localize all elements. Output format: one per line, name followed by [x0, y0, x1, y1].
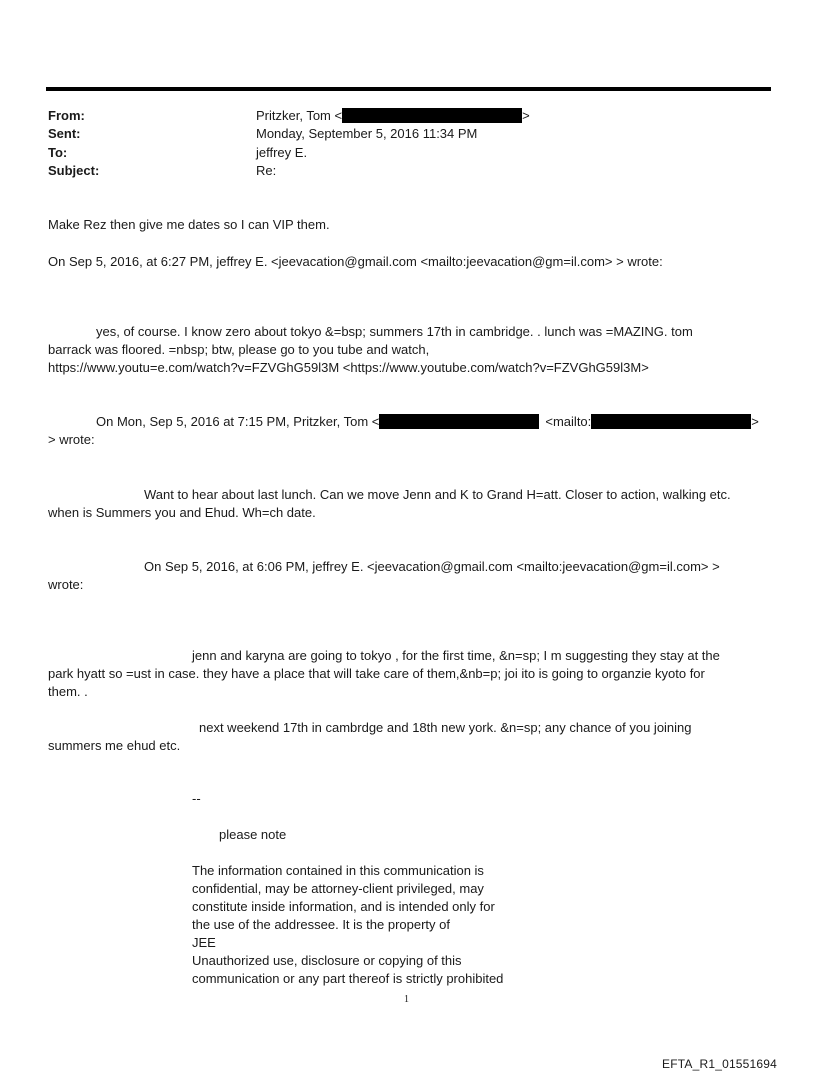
redaction-bar: [591, 414, 751, 429]
disclaimer-line: Unauthorized use, disclosure or copying of this: [192, 953, 462, 968]
header-rule: [46, 87, 771, 91]
disclaimer-line: The information contained in this communication is: [192, 863, 484, 878]
reply-text: Make Rez then give me dates so I can VIP them.: [48, 217, 330, 232]
from-label: From:: [48, 108, 85, 123]
disclaimer-line: communication or any part thereof is strictly prohibited: [192, 971, 504, 986]
disclaimer-line: JEE: [192, 935, 216, 950]
quote1-line: https://www.youtu=e.com/watch?v=FZVGhG59l3M <https://www.youtube.com/watch?v=FZVGhG59l3M>: [48, 360, 649, 375]
sent-label: Sent:: [48, 126, 81, 141]
quote2-line: Want to hear about last lunch. Can we move Jenn and K to Grand H=att. Closer to action, walking etc.: [144, 487, 731, 502]
quote3-line: them. .: [48, 684, 88, 699]
bates-number: EFTA_R1_01551694: [662, 1057, 778, 1071]
please-note: please note: [219, 827, 287, 842]
disclaimer-line: confidential, may be attorney-client privileged, may: [192, 881, 484, 896]
quote3-line: summers me ehud etc.: [48, 738, 181, 753]
quote2-header: [96, 413, 759, 431]
from-end: >: [522, 108, 530, 123]
to-label: To:: [48, 145, 68, 160]
quote3-line: park hyatt so =ust in case. they have a place that will take care of them,&nb=p; joi ito is going to organzie kyoto for: [48, 666, 705, 681]
from-value: [256, 107, 530, 125]
quote3-line: next weekend 17th in cambrdge and 18th new york. &n=sp; any chance of you joining: [199, 720, 692, 735]
subject-value: Re:: [256, 163, 277, 178]
disclaimer-line: the use of the addressee. It is the property of: [192, 917, 450, 932]
quote1-header: On Sep 5, 2016, at 6:27 PM, jeffrey E. <jeevacation@gmail.com <mailto:jeevacation@gm=il.com> > wrote:: [48, 254, 663, 269]
page-number: 1: [404, 994, 409, 1005]
quote3-wrote: wrote:: [48, 577, 84, 592]
subject-label: Subject:: [48, 163, 100, 178]
quote1-line: barrack was floored. =nbsp; btw, please go to you tube and watch,: [48, 342, 430, 357]
signature-dashes: --: [192, 791, 201, 806]
quote2-header-text: On Mon, Sep 5, 2016 at 7:15 PM, Pritzker, Tom <: [96, 414, 380, 429]
quote2-wrote: > wrote:: [48, 432, 95, 447]
quote2-header-end: >: [751, 414, 759, 429]
quote2-mailto: <mailto:: [545, 414, 592, 429]
redaction-bar: [342, 108, 522, 123]
sent-value: Monday, September 5, 2016 11:34 PM: [256, 126, 478, 141]
to-value: jeffrey E.: [256, 145, 308, 160]
quote1-line: yes, of course. I know zero about tokyo &=bsp; summers 17th in cambridge. . lunch was =MAZING. tom: [96, 324, 693, 339]
quote2-line: when is Summers you and Ehud. Wh=ch date.: [48, 505, 316, 520]
quote3-header: On Sep 5, 2016, at 6:06 PM, jeffrey E. <jeevacation@gmail.com <mailto:jeevacation@gm=il.com> >: [144, 559, 720, 574]
from-name: Pritzker, Tom <: [256, 108, 343, 123]
redaction-bar: [379, 414, 539, 429]
quote3-line: jenn and karyna are going to tokyo , for the first time, &n=sp; I m suggesting they stay at the: [192, 648, 720, 663]
disclaimer-line: constitute inside information, and is intended only for: [192, 899, 495, 914]
